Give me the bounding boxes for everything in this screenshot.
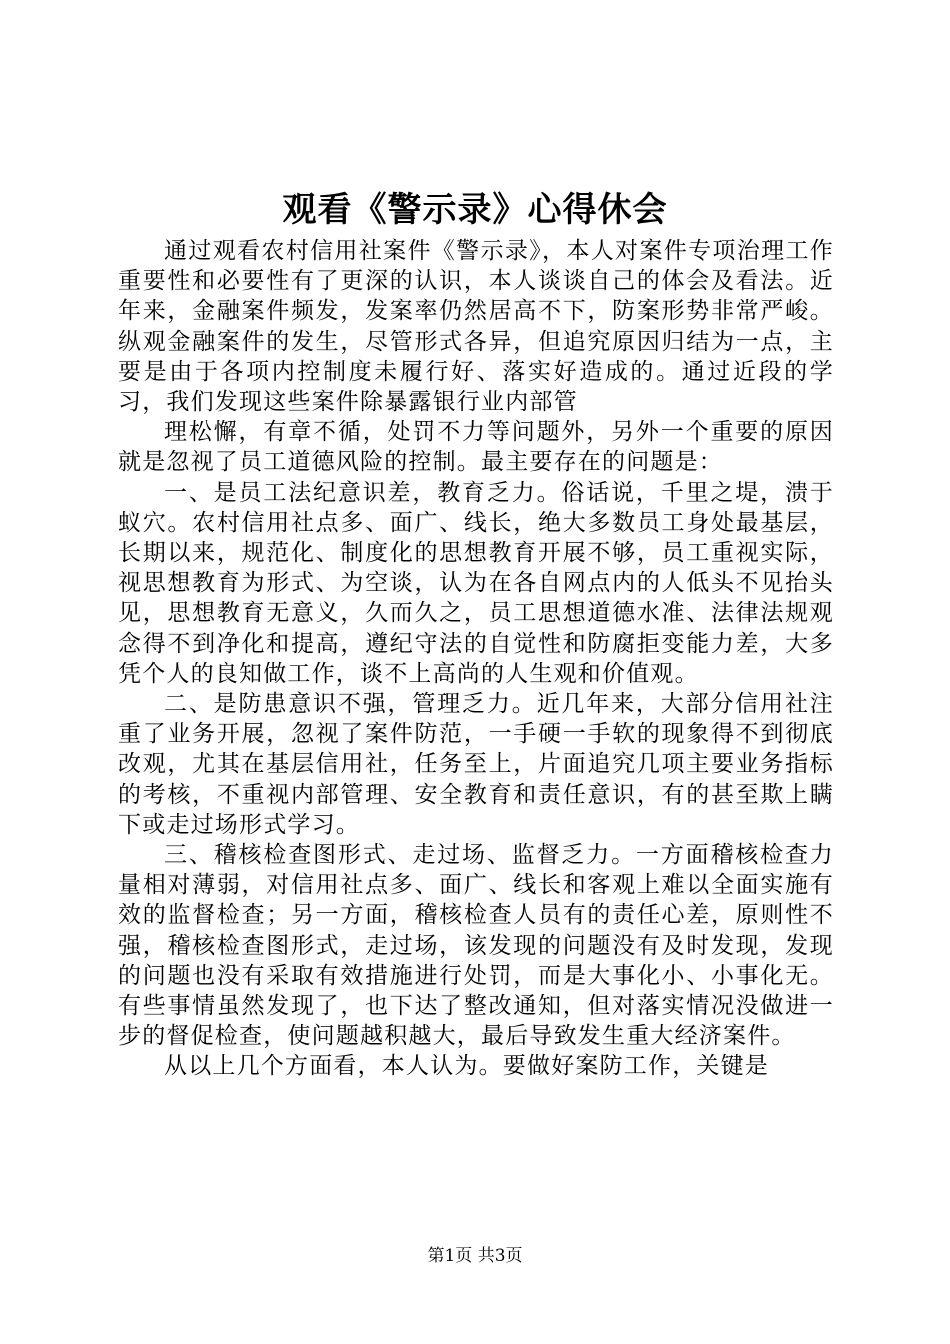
paragraph: 二、是防患意识不强，管理乏力。近几年来，大部分信用社注重了业务开展，忽视了案件防范，一手硬一手软的现象得不到彻底改观，尤其在基层信用社，任务至上，片面追究几项主要业务指标的考核，不重视内部管理、安全教育和责任意识，有的甚至欺上瞒下或走过场形式学习。 bbox=[118, 691, 834, 838]
paragraph: 三、稽核检查图形式、走过场、监督乏力。一方面稽核检查力量相对薄弱，对信用社点多、面广、线长和客观上难以全面实施有效的监督检查；另一方面，稽核检查人员有的责任心差，原则性不强，稽核检查图形式，走过场，该发现的问题没有及时发现，发现的问题也没有采取有效措施进行处罚，而是大事化小、小事化无。有些事情虽然发现了，也下达了整改通知，但对落实情况没做进一步的督促检查，使问题越积越大，最后导致发生重大经济案件。 bbox=[118, 842, 834, 1050]
document-title: 观看《警示录》心得休会 bbox=[282, 190, 668, 230]
paragraph: 从以上几个方面看，本人认为。要做好案防工作，关键是 bbox=[164, 1053, 769, 1080]
paragraph: 一、是员工法纪意识差，教育乏力。俗话说，千里之堤，溃于蚁穴。农村信用社点多、面广、线长，绝大多数员工身处最基层，长期以来，规范化、制度化的思想教育开展不够，员工重视实际，视思想教育为形式、为空谈，认为在各自网点内的人低头不见抬头见，思想教育无意义，久而久之，员工思想道德水准、法律法规观念得不到净化和提高，遵纪守法的自觉性和防腐拒变能力差，大多凭个人的良知做工作，谈不上高尚的人生观和价值观。 bbox=[118, 479, 834, 687]
document-body bbox=[118, 236, 834, 1082]
page-number-footer: 第1页 共3页 bbox=[427, 1246, 523, 1266]
paragraph: 通过观看农村信用社案件《警示录》，本人对案件专项治理工作重要性和必要性有了更深的认识，本人谈谈自己的体会及看法。近年来，金融案件频发，发案率仍然居高不下，防案形势非常严峻。纵观金融案件的发生，尽管形式各异，但追究原因归结为一点，主要是由于各项内控制度未履行好、落实好造成的。通过近段的学习，我们发现这些案件除暴露银行业内部管 bbox=[118, 238, 834, 416]
paragraph: 理松懈，有章不循，处罚不力等问题外，另外一个重要的原因就是忽视了员工道德风险的控制。最主要存在的问题是： bbox=[118, 419, 834, 476]
